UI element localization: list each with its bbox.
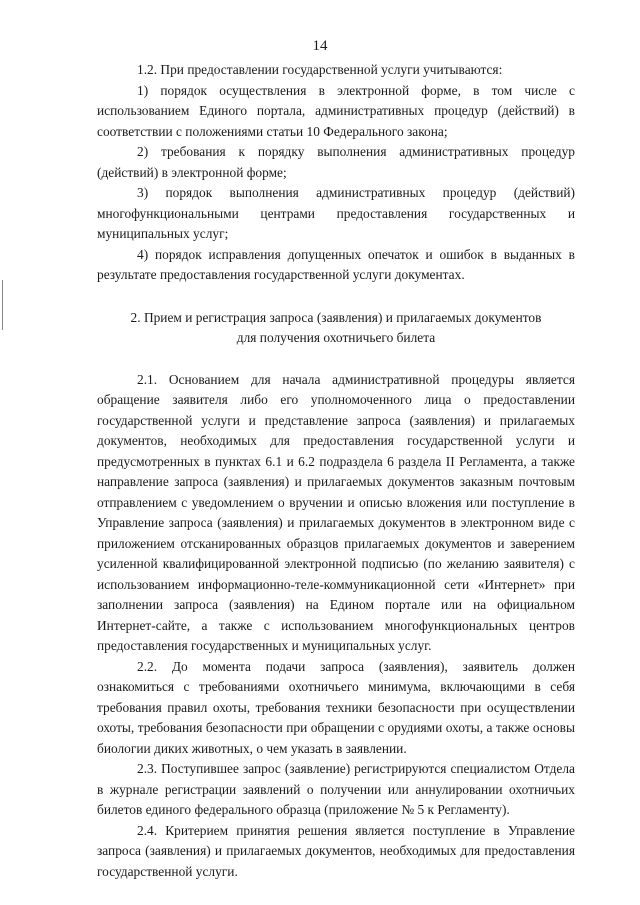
section-2-heading-line-2: для получения охотничьего билета: [236, 329, 436, 345]
scan-edge-mark: [2, 280, 3, 330]
paragraph-2-2: 2.2. До момента подачи запроса (заявления), заявитель должен ознакомиться с требованиями охотничьего минимума, включающими в себя требования правил охоты, требования техники безопасности при осуществлении охоты, требования безопасности при обращении с орудиями охоты, а также основы биологии диких животных, о чем указать в заявлении.: [97, 658, 575, 756]
section-1-intro: 1.2. При предоставлении государственной услуги учитываются:: [137, 62, 503, 77]
paragraph-2-3: 2.3. Поступившее запрос (заявление) регистрируются специалистом Отдела в журнале регистрации заявлений о получении или аннулировании охотничьих билетов единого федерального образца (приложение № 5 к Регламенту).: [97, 761, 575, 817]
section-1-item-2: 2) требования к порядку выполнения административных процедур (действий) в электронной форме;: [97, 144, 575, 180]
paragraph-2-1: 2.1. Основанием для начала административной процедуры является обращение заявителя либо его уполномоченного лица о предоставлении государственной услуги и представление запроса (заявления) и прилагаемых документов, необходимых для предоставления государственной услуги и предусмотренных в пунктах 6.1 и 6.2 подраздела 6 раздела II Регламента, а также направление запроса (заявления) и прилагаемых документов заказным почтовым отправлением с уведомлением о вручении и описью вложения или поступление в Управление запроса (заявления) и прилагаемых документов в электронном виде с приложением отсканированных образцов прилагаемых документов и заверением усиленной квалифицированной электронной подписью (по желанию заявителя) с использованием информационно-теле-коммуникационной сети «Интернет» при заполнении запроса (заявления) на Едином портале или на официальном Интернет-сайте, а также с использованием многофункциональных центров предоставления государственных и муниципальных услуг.: [97, 371, 575, 653]
page-number: 14: [312, 38, 328, 54]
section-1-item-4: 4) порядок исправления допущенных опечаток и ошибок в выданных в результате предоставления государственной услуги документах.: [97, 246, 575, 282]
document-body: [97, 60, 575, 882]
section-1-item-3: 3) порядок выполнения административных процедур (действий) многофункциональными центрами предоставления государственных и муниципальных услуг;: [97, 185, 575, 241]
section-2-heading-line-1: 2. Прием и регистрация запроса (заявления) и прилагаемых документов: [130, 309, 542, 325]
paragraph-2-4: 2.4. Критерием принятия решения является поступление в Управление запроса (заявления) и прилагаемых документов, необходимых для предоставления государственной услуги.: [97, 822, 575, 879]
section-1-item-1: 1) порядок осуществления в электронной форме, в том числе с использованием Единого портала, административных процедур (действий) в соответствии с положениями статьи 10 Федерального закона;: [97, 82, 575, 139]
section-2-heading: [97, 308, 575, 348]
